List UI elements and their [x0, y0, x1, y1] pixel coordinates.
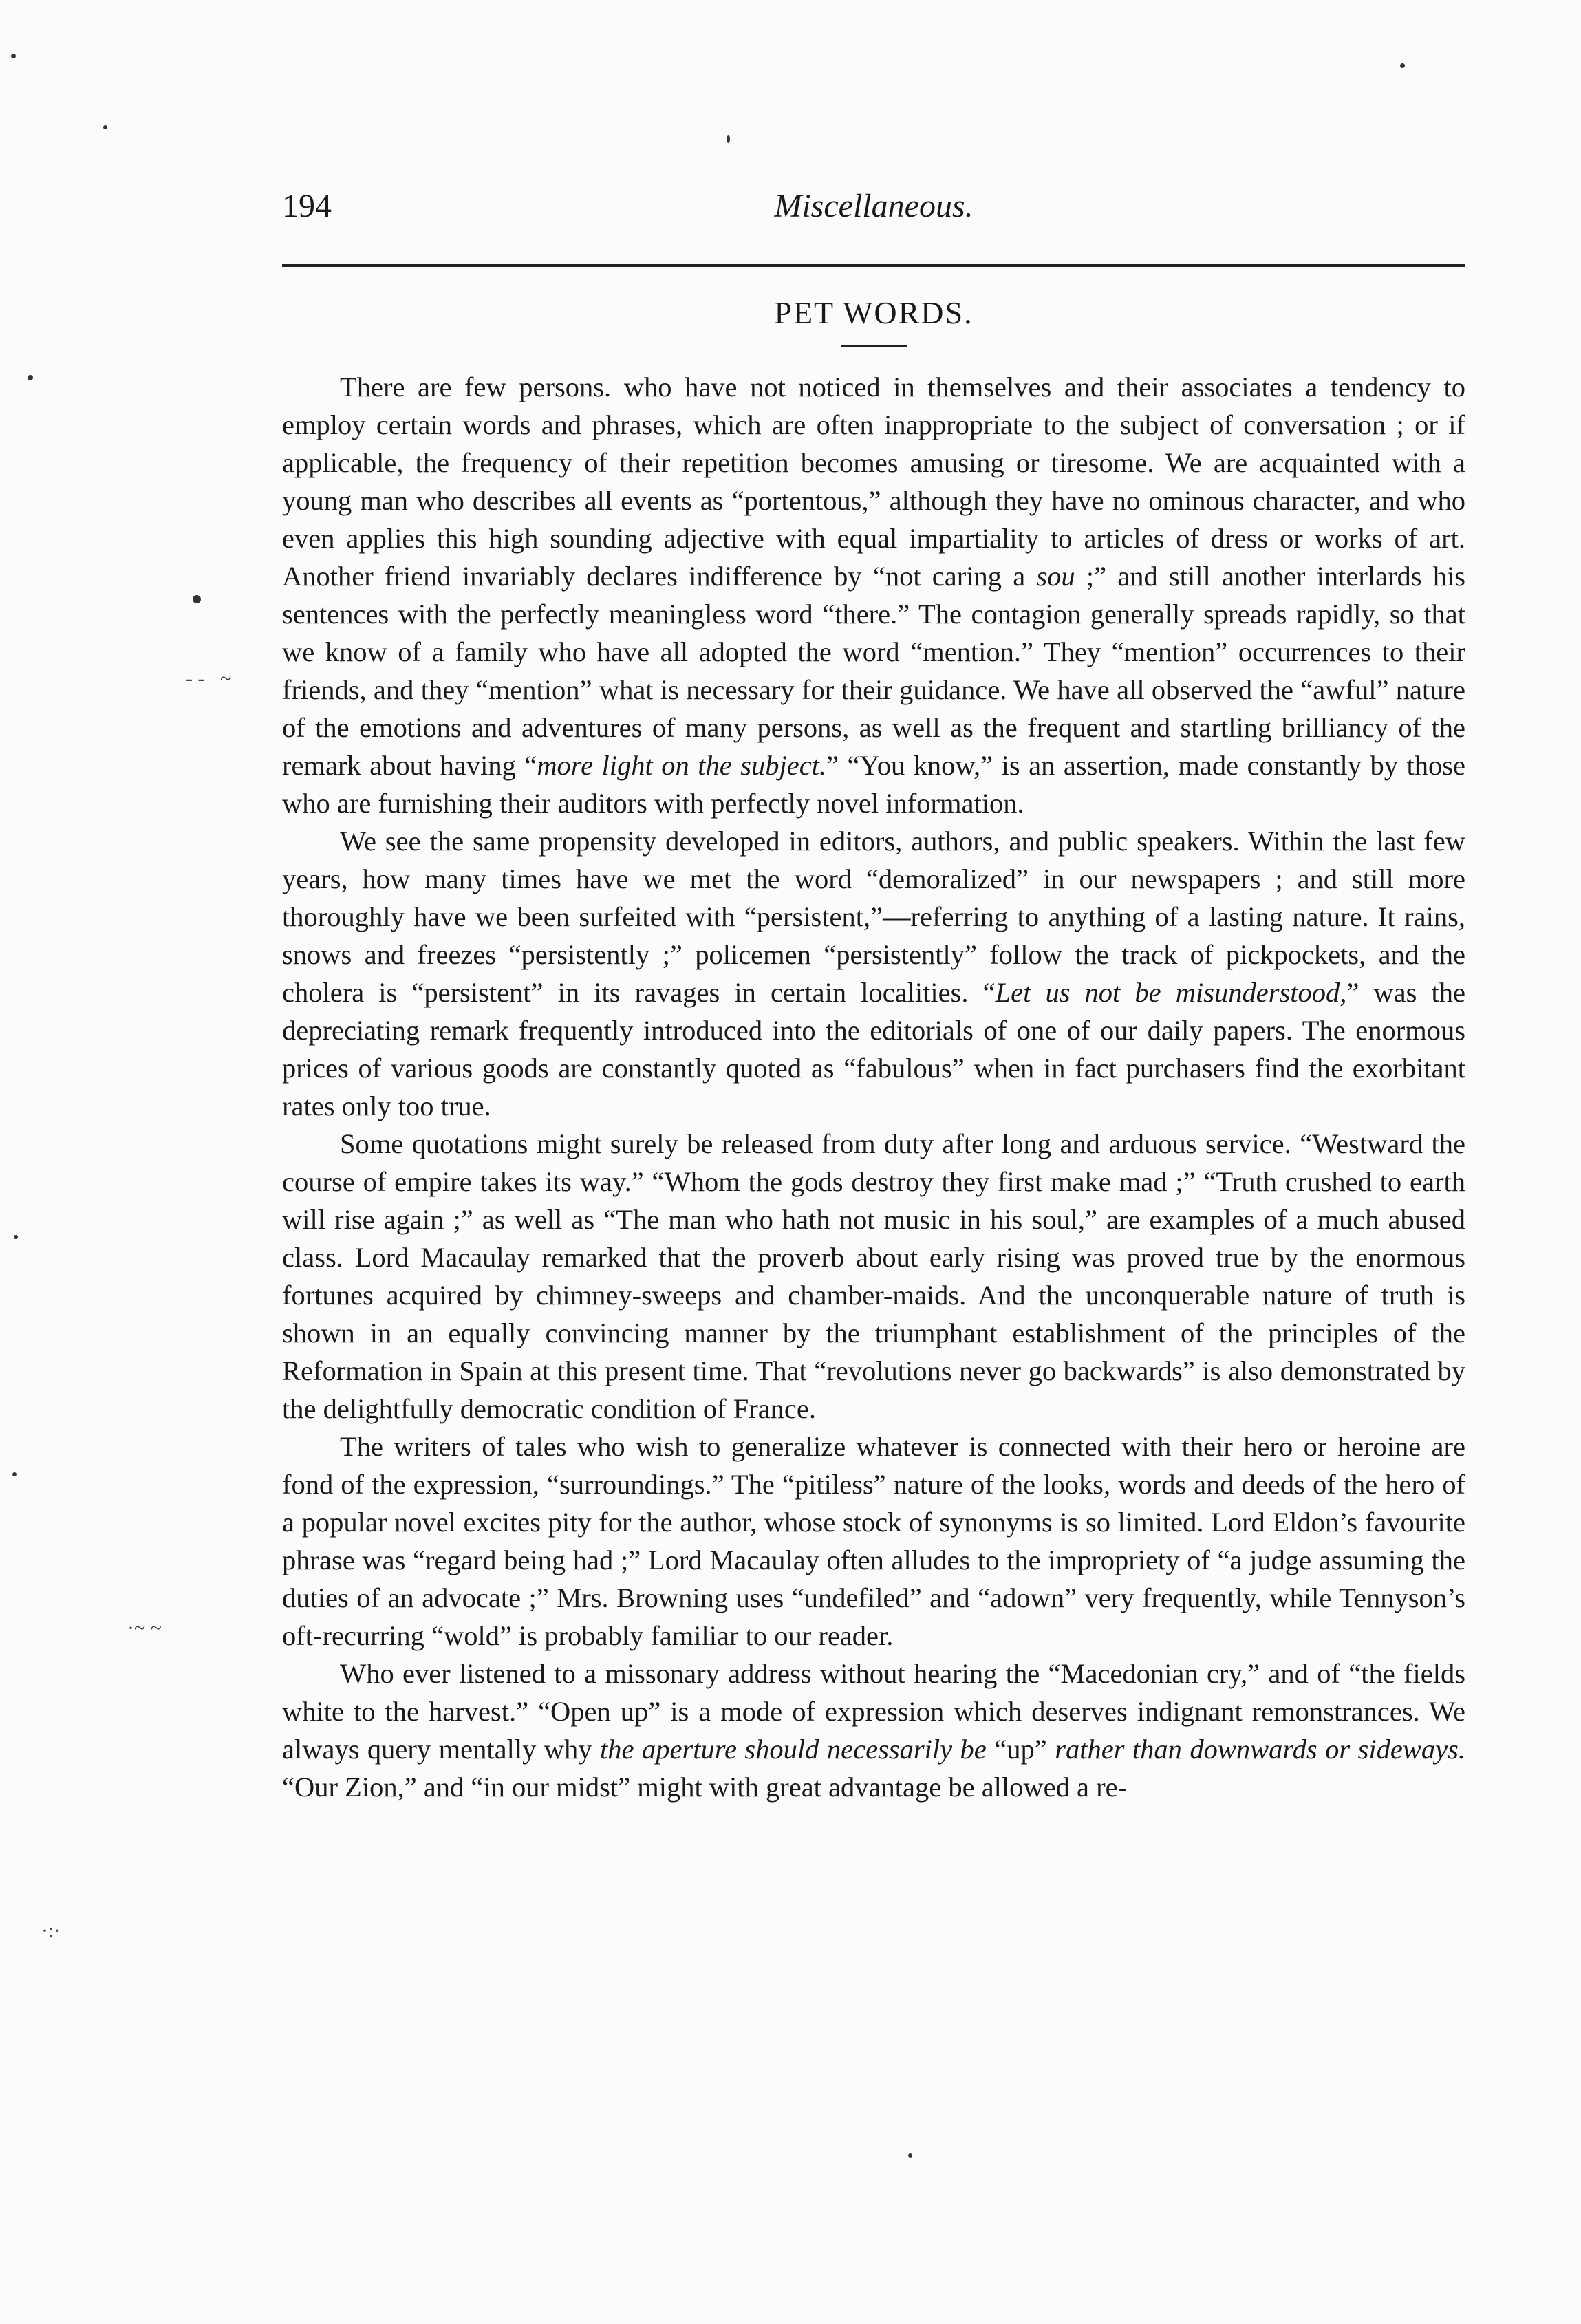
scan-speck: [103, 125, 107, 129]
article-title: PET WORDS.: [774, 295, 974, 330]
margin-mark: ·:·: [41, 1919, 61, 1942]
running-title: Miscellaneous.: [774, 188, 974, 224]
title-rule: [841, 345, 907, 347]
paragraph: [282, 368, 1465, 822]
italic-text: the aperture should necessarily be: [600, 1734, 987, 1765]
text-run: “Our Zion,” and “in our midst” might with great advantage be allowed a re-: [282, 1772, 1128, 1803]
text-run: ” “You know,” is an assertion, made constantly by those who are furnishing their auditors with perfectly novel information.: [282, 750, 1466, 819]
scan-speck: [12, 1472, 17, 1476]
italic-text: Let us not be misunderstood,: [995, 977, 1347, 1008]
text-run: ;” and still another interlards his sentences with the perfectly meaningless word “there.” The contagion generally spreads rapidly, so that we know of a family who have all adopted the word “mention.” They “mention” occurrences to their friends, and they “mention” what is necessary for their guidance. We have all observed the “awful” nature of the emotions and adventures of many persons, as well as the frequent and startling brilliancy of the remark about having “: [282, 561, 1466, 781]
paragraph: [282, 1428, 1465, 1655]
margin-mark: - - ~: [186, 667, 232, 690]
header-rule: [282, 264, 1465, 267]
text-run: ” was the depreciating remark frequently introduced into the editorials of one of our daily papers. The enormous prices of various goods are constantly quoted as “fabulous” when in fact purchasers find the exorbitant rates only too true.: [282, 977, 1465, 1121]
page-number: 194: [282, 188, 332, 224]
text-run: There are few persons. who have not noticed in themselves and their associates a tendency to employ certain words and phrases, which are often inappropriate to the subject of conversation ; or if applicable, the frequency of their repetition becomes amusing or tiresome. We are acquainted with a young man who describes all events as “portentous,” although they have no ominous character, and who even applies this high sounding adjective with equal impartiality to articles of dress or works of art. Another friend invariably declares indifference by “not caring a: [282, 372, 1465, 592]
text-run: We see the same propensity developed in editors, authors, and public speakers. Within the last few years, how many times have we met the word “demoralized” in our newspapers ; and still more thoroughly have we been surfeited with “persistent,”—referring to anything of a lasting nature. It rains, snows and freezes “persistently ;” policemen “persistently” follow the track of pickpockets, and the cholera is “persistent” in its ravages in certain localities. “: [282, 826, 1465, 1008]
scan-speck: [28, 375, 33, 380]
italic-text: rather than downwards or sideways.: [1055, 1734, 1465, 1765]
scan-speck: [727, 135, 730, 143]
text-run: Some quotations might surely be released from duty after long and arduous service. “Westward the course of empire takes its way.” “Whom the gods destroy they first make mad ;” “Truth crushed to earth will rise again ;” as well as “The man who hath not music in his soul,” are examples of a much abused class. Lord Macaulay remarked that the proverb about early rising was proved true by the enormous fortunes acquired by chimney-sweeps and chamber-maids. And the unconquerable nature of truth is shown in an equally convincing manner by the triumphant establishment of the principles of the Reformation in Spain at this present time. That “revolutions never go backwards” is also demonstrated by the delightfully democratic condition of France.: [282, 1128, 1465, 1424]
text-run: Who ever listened to a missonary address without hearing the “Macedonian cry,” and of “the fields white to the harvest.” “Open up” is a mode of expression which deserves indignant remonstrances. We always query mentally why: [282, 1658, 1465, 1765]
text-run: The writers of tales who wish to generalize whatever is connected with their hero or heroine are fond of the expression, “surroundings.” The “pitiless” nature of the looks, words and deeds of the hero of a popular novel excites pity for the author, whose stock of synonyms is so limited. Lord Eldon’s favourite phrase was “regard being had ;” Lord Macaulay often alludes to the impropriety of “a judge assuming the duties of an advocate ;” Mrs. Browning uses “undefiled” and “adown” very frequently, while Tennyson’s oft-recurring “wold” is probably familiar to our reader.: [282, 1431, 1465, 1651]
paragraph: [282, 1125, 1465, 1428]
running-head: [282, 186, 1465, 241]
paragraph: [282, 1655, 1465, 1806]
text-run: “up”: [986, 1734, 1055, 1765]
scan-speck: [908, 2153, 912, 2158]
page: [282, 186, 1465, 1806]
italic-text: sou: [1036, 561, 1075, 592]
scan-speck: [193, 595, 201, 603]
scan-speck: [1400, 63, 1405, 68]
article-body: [282, 368, 1465, 1806]
scan-speck: [14, 1235, 18, 1239]
italic-text: more light on the subject.: [537, 750, 827, 781]
margin-mark: ·~ ~: [127, 1617, 162, 1639]
scan-speck: [11, 54, 16, 58]
paragraph: [282, 822, 1465, 1125]
